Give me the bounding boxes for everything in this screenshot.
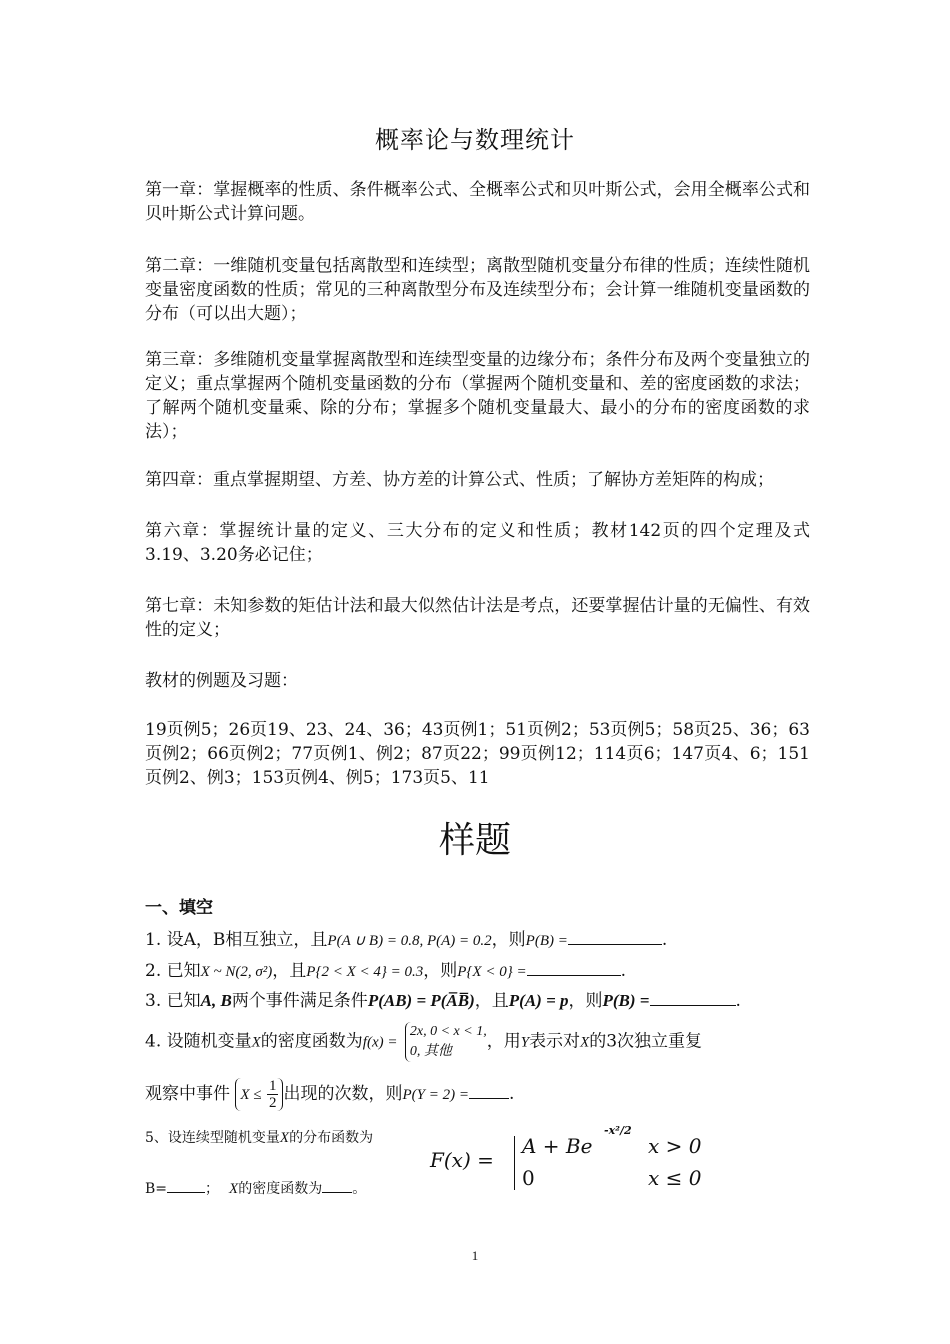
- q4b-denominator: 2: [268, 1095, 277, 1111]
- q4-fx: f(x) =: [362, 1034, 398, 1051]
- q2-formula-2: P{2 < X < 4} = 0.3: [306, 964, 424, 980]
- sample-title: 样题: [438, 820, 511, 861]
- q4b-text-b: 出现的次数，则: [283, 1084, 403, 1104]
- q5-formula-cond-2: x ≤ 0: [648, 1166, 702, 1190]
- q2-formula: X ~ N(2, σ²): [200, 964, 273, 980]
- q5-formula-case-1: A + Be: [522, 1134, 593, 1158]
- q5-formula-lhs: F(x) =: [430, 1148, 494, 1172]
- q5-distribution-formula: [428, 1124, 728, 1208]
- question-5: [145, 1126, 373, 1150]
- page-title: 概率论与数理统计: [375, 126, 575, 154]
- q5-formula-brace: [514, 1136, 516, 1190]
- q4b-numerator: 1: [268, 1078, 277, 1094]
- q4b-end: .: [508, 1084, 515, 1104]
- q4-var-x: X: [251, 1034, 261, 1051]
- q5b-answer-blank-1[interactable]: [167, 1176, 205, 1193]
- q5b-answer-blank-2[interactable]: [322, 1176, 352, 1193]
- q3-events: A, B: [200, 991, 232, 1010]
- q3-answer-blank[interactable]: [650, 989, 736, 1006]
- q4-text-e: 的3次独立重复: [589, 1031, 703, 1052]
- q1-end: .: [661, 930, 668, 950]
- q2-end: .: [620, 961, 626, 981]
- q4-piecewise: [405, 1022, 487, 1062]
- q3-text-a: 3. 已知: [145, 991, 201, 1011]
- q1-text-a: 1. 设A，B相互独立，且: [145, 930, 328, 950]
- q5-formula-cond-1: x > 0: [648, 1134, 702, 1158]
- q4-text-a: 4. 设随机变量: [145, 1031, 252, 1052]
- q2-text-a: 2. 已知: [145, 961, 201, 981]
- question-4-cont: [145, 1078, 514, 1111]
- examples-list: 19页例5；26页19、23、24、36；43页例1；51页例2；53页例5；58页25、36；63页例2；66页例2；77页例1、例2；87页22；99页例12；114页6；147页4、6；151页例2、例3；153页例4、例5；173页5、11: [145, 720, 810, 788]
- q4b-formula: P(Y = 2) =: [402, 1087, 469, 1103]
- q3-formula-2: P(A) = p: [508, 991, 569, 1010]
- q1-formula: P(A ∪ B) = 0.8, P(A) = 0.2: [327, 933, 492, 949]
- examples-heading: 教材的例题及习题：: [145, 671, 298, 691]
- q5-text-a: 5、设连续型随机变量: [145, 1130, 280, 1146]
- chapter-3: 第三章：多维随机变量掌握离散型和连续型变量的边缘分布；条件分布及两个变量独立的定义；重点掌握两个随机变量函数的分布（掌握两个随机变量和、差的密度函数的求法；了解两个随机变量乘、除的分布；掌握多个随机变量最大、最小的分布的密度函数的求法）；: [145, 350, 810, 442]
- question-1: [145, 928, 667, 953]
- q3-text-b: 两个事件满足条件: [231, 991, 368, 1011]
- q4-var-x2: X: [580, 1034, 590, 1051]
- q5b-var-x: X: [229, 1181, 239, 1197]
- chapter-6: 第六章：掌握统计量的定义、三大分布的定义和性质；教材142页的四个定理及式3.19、3.20务必记住；: [145, 521, 810, 565]
- q5b-text-b: ；: [205, 1181, 220, 1197]
- q4-var-y: Y: [520, 1034, 530, 1051]
- question-5-cont: [145, 1176, 366, 1201]
- q4b-text-a: 观察中事件: [145, 1084, 230, 1104]
- q4b-event: [235, 1078, 283, 1111]
- q5b-text-c: 的密度函数为: [238, 1181, 323, 1197]
- q5-var-x: X: [279, 1130, 290, 1146]
- question-3: [145, 989, 741, 1013]
- q3-text-d: ，则: [568, 991, 603, 1011]
- chapter-4: 第四章：重点掌握期望、方差、协方差的计算公式、性质；了解协方差矩阵的构成；: [145, 470, 774, 490]
- q4-case-1: 2x, 0 < x < 1,: [409, 1024, 487, 1039]
- q4b-event-text: X ≤: [240, 1087, 262, 1103]
- q2-answer-blank[interactable]: [527, 959, 621, 976]
- q4b-answer-blank[interactable]: [469, 1082, 509, 1099]
- chapter-2: 第二章：一维随机变量包括离散型和连续型；离散型随机变量分布律的性质；连续性随机变量密度函数的性质；常见的三种离散型分布及连续型分布；会计算一维随机变量函数的分布（可以出大题）；: [145, 256, 810, 324]
- q2-text-c: ，则: [423, 961, 458, 981]
- q5b-text-a: B=: [145, 1181, 168, 1197]
- q3-end: .: [735, 991, 741, 1011]
- chapter-7: 第七章：未知参数的矩估计法和最大似然估计法是考点，还要掌握估计量的无偏性、有效性的定义；: [145, 596, 810, 640]
- q3-text-c: ，且: [474, 991, 509, 1011]
- q4-text-d: 表示对: [529, 1031, 581, 1052]
- question-2: [145, 959, 626, 984]
- q4b-fraction: [267, 1078, 279, 1111]
- q5-formula-exponent: -x²/2: [604, 1124, 632, 1137]
- chapter-1: 第一章：掌握概率的性质、条件概率公式、全概率公式和贝叶斯公式，会用全概率公式和贝叶斯公式计算问题。: [145, 180, 810, 224]
- section-title: 一、填空: [145, 898, 213, 918]
- q2-formula-3: P{X < 0} =: [457, 964, 527, 980]
- q5b-end: 。: [352, 1181, 367, 1197]
- q4-text-b: 的密度函数为: [260, 1031, 363, 1052]
- q5-formula-case-2: 0: [522, 1166, 535, 1190]
- q1-formula-2: P(B) =: [525, 933, 568, 949]
- q3-formula: P(AB) = P(A̅B̅): [367, 991, 475, 1010]
- q1-answer-blank[interactable]: [568, 928, 662, 945]
- q1-text-b: ，则: [491, 930, 526, 950]
- q2-text-b: ，且: [272, 961, 307, 981]
- q4-text-c: ，用: [486, 1031, 521, 1052]
- q3-formula-3: P(B) =: [602, 991, 650, 1010]
- q5-text-b: 的分布函数为: [289, 1130, 374, 1146]
- question-4: [145, 1022, 702, 1062]
- q4-case-2: 0, 其他: [409, 1044, 452, 1059]
- page-number: 1: [471, 1248, 479, 1263]
